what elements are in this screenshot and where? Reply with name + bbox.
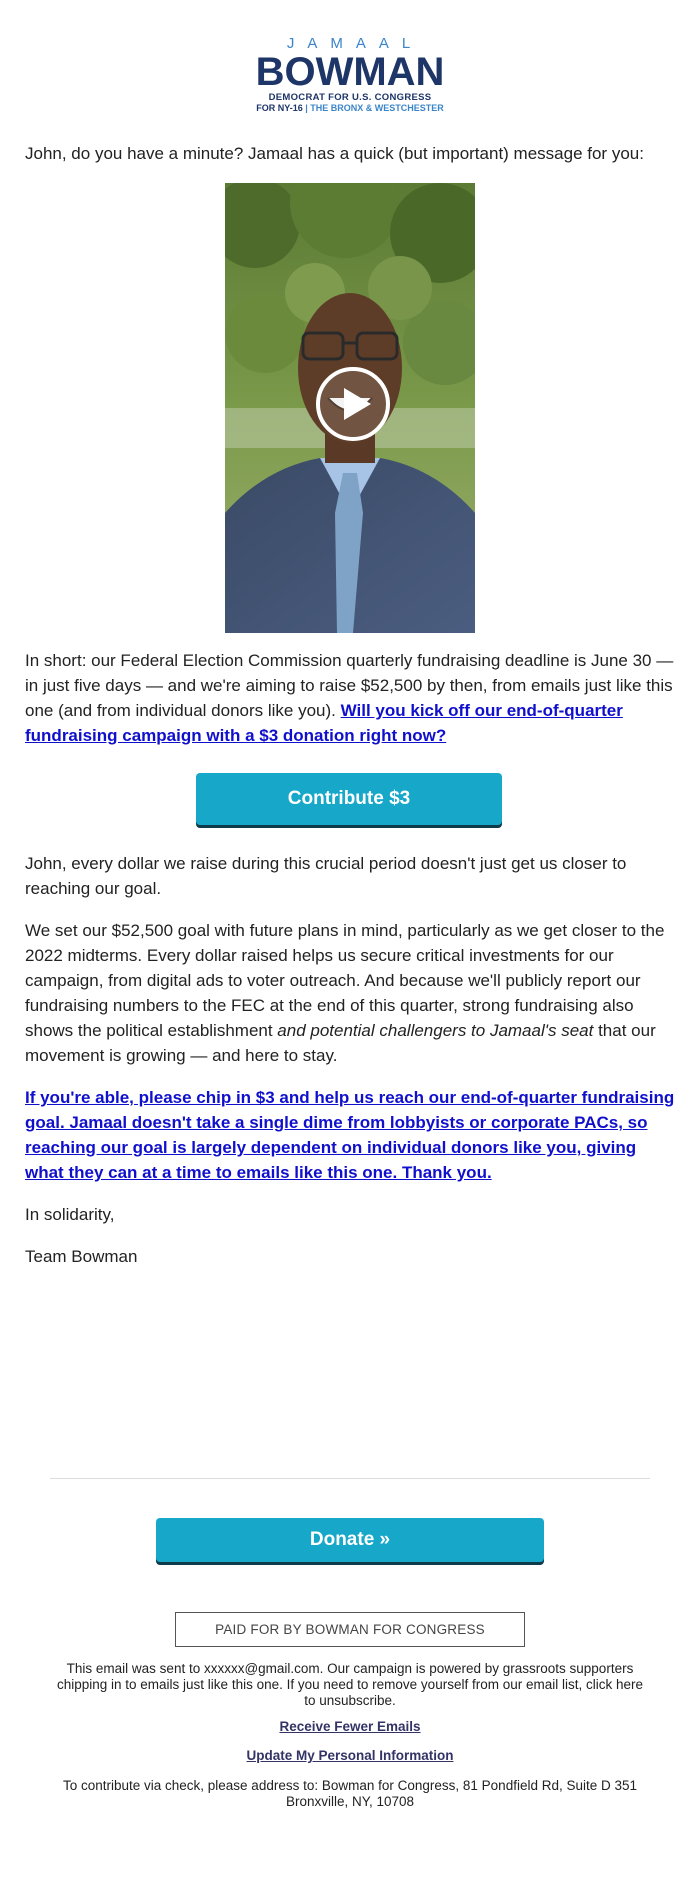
paragraph-every-dollar-text: John, every dollar we raise during this crucial period doesn't just get us closer to reaching our goal. [25,854,627,898]
paragraph-deadline-text [25,648,677,748]
logo-district-left: FOR NY-16 [256,103,303,113]
donate-3-link[interactable]: Will you kick off our end-of-quarter fundraising campaign with a $3 donation right now? [25,701,623,745]
paragraph-chip-in [25,1085,677,1185]
paragraph-deadline [25,648,677,748]
logo-tagline: DEMOCRAT FOR U.S. CONGRESS [268,92,432,103]
paid-for-disclaimer: PAID FOR BY BOWMAN FOR CONGRESS [175,1612,525,1647]
footer-fewer-emails [50,1719,650,1735]
goal-text-emphasis: and potential challengers to Jamaal's seat [277,1021,594,1040]
footer-notice-text: This email was sent to xxxxxx@gmail.com. Our campaign is powered by grassroots supporters chipping in to emails just like this one. If you need to remove yourself from our email list, click here to unsubscribe. [56,1661,643,1708]
footer-update-info [50,1748,650,1764]
play-icon[interactable] [315,366,391,442]
donate-button[interactable]: Donate » [156,1518,544,1562]
logo-first-name: JAMAAL [286,35,424,52]
logo-last-name: BOWMAN [255,50,445,94]
signature [25,1244,677,1269]
goal-text-b: that our movement is growing — and here to stay. [25,1021,656,1065]
goal-text-a: We set our $52,500 goal with future plans in mind, particularly as we get closer to the 2022 midterms. Every dollar raised helps us secure critical investments for our campaign, from digital ads to voter outreach. And because we'll publicly report our fundraising numbers to the FEC at the end of this quarter, strong fundraising also shows the political establishment [25,921,665,1040]
intro-line: John, do you have a minute? Jamaal has a quick (but important) message for you: [25,144,644,163]
logo-district [0,103,700,114]
paragraph-every-dollar [25,851,677,901]
video-thumbnail[interactable] [225,183,475,633]
chip-in-link[interactable]: If you're able, please chip in $3 and help us reach our end-of-quarter fundraising goal. Jamaal doesn't take a single dime from lobbyists or corporate PACs, so reaching our goal is largely dependent on individual donors like you, giving what they can at a time to emails like this one. Thank you. [25,1088,675,1182]
paragraph-goal-text [25,918,677,1068]
receive-fewer-emails-link[interactable]: Receive Fewer Emails [279,1719,421,1734]
footer-notice [50,1661,650,1709]
signature-text: Team Bowman [25,1247,138,1266]
campaign-logo [0,36,700,114]
paragraph-goal [25,918,677,1068]
footer-check-address [50,1778,650,1810]
divider [50,1478,650,1479]
contribute-button[interactable]: Contribute $3 [196,773,502,825]
deadline-text: In short: our Federal Election Commission quarterly fundraising deadline is June 30 — in just five days — and we're aiming to raise $52,500 by then, from emails just like this one (and from individual donors like you). [25,651,674,720]
intro-text [25,141,677,166]
update-personal-info-link[interactable]: Update My Personal Information [246,1748,454,1763]
check-address-line-1: To contribute via check, please address to: Bowman for Congress, 81 Pondfield Rd, Suite D 351 [62,1778,638,1793]
logo-district-sep: | [305,103,308,113]
signoff [25,1202,677,1227]
logo-district-right: THE BRONX & WESTCHESTER [310,103,444,113]
check-address-line-2: Bronxville, NY, 10708 [285,1794,415,1809]
signoff-text: In solidarity, [25,1205,115,1224]
